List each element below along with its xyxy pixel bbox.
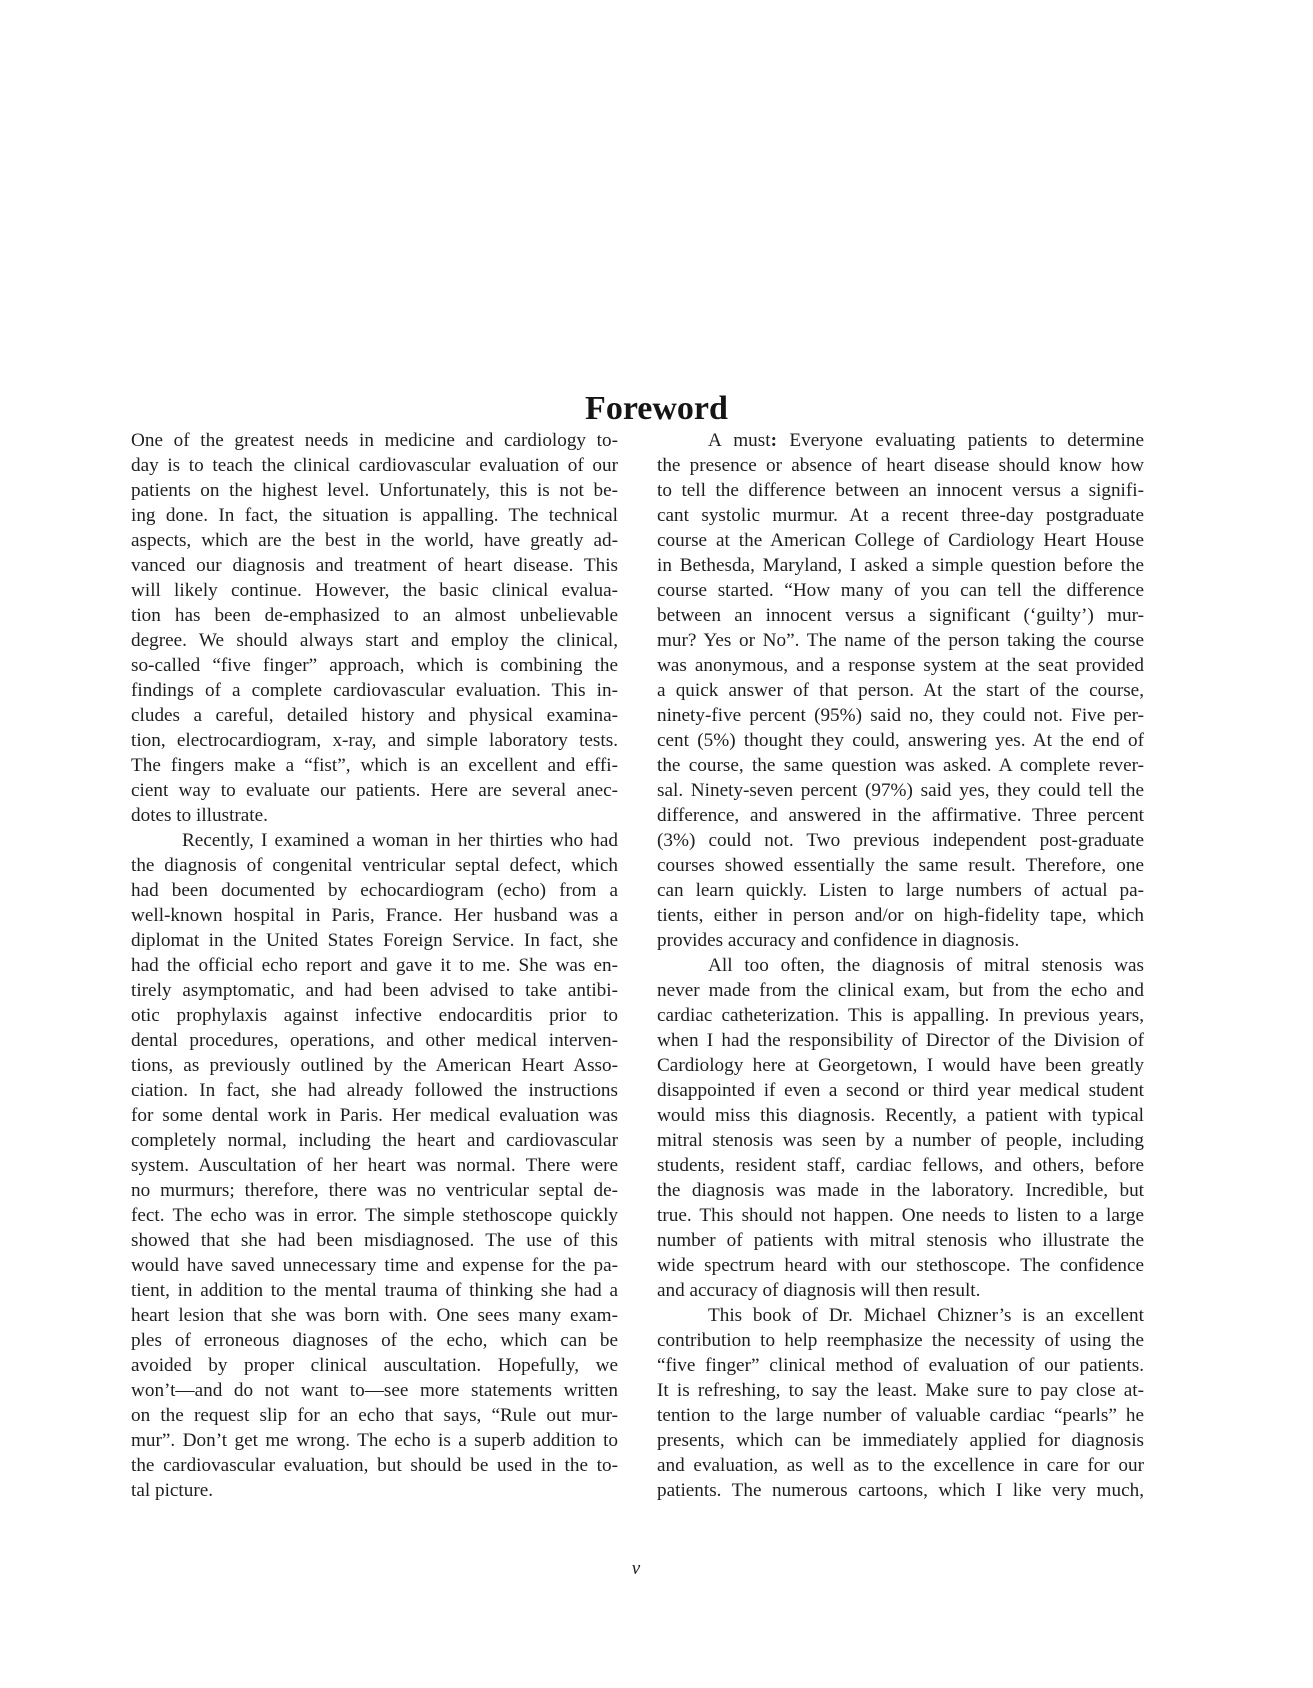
lead-phrase: A must bbox=[708, 430, 771, 451]
left-column bbox=[131, 428, 618, 1503]
text-line: day is to teach the clinical cardiovascular evaluation of our bbox=[131, 455, 618, 476]
text-line: courses showed essentially the same result. Therefore, one bbox=[657, 855, 1144, 876]
text-line: dental procedures, operations, and other medical interven- bbox=[131, 1030, 618, 1051]
page-title: Foreword bbox=[585, 389, 728, 427]
text-line: otic prophylaxis against infective endocarditis prior to bbox=[131, 1005, 618, 1026]
text-line: never made from the clinical exam, but from the echo and bbox=[657, 980, 1144, 1001]
text-line: mur”. Don’t get me wrong. The echo is a superb addition to bbox=[131, 1430, 618, 1451]
text-line: will likely continue. However, the basic clinical evalua- bbox=[131, 580, 618, 601]
text-line: ples of erroneous diagnoses of the echo, which can be bbox=[131, 1330, 618, 1351]
page-number: v bbox=[631, 1558, 641, 1579]
text-line: had been documented by echocardiogram (echo) from a bbox=[131, 880, 618, 901]
text-line: was anonymous, and a response system at the seat provided bbox=[657, 655, 1144, 676]
text-line: would have saved unnecessary time and expense for the pa- bbox=[131, 1255, 618, 1276]
text-line: course started. “How many of you can tell the difference bbox=[657, 580, 1144, 601]
text-line: heart lesion that she was born with. One sees many exam- bbox=[131, 1305, 618, 1326]
text-line: Cardiology here at Georgetown, I would have been greatly bbox=[657, 1055, 1144, 1076]
text-line: and evaluation, as well as to the excellence in care for our bbox=[657, 1455, 1144, 1476]
text-line: tal picture. bbox=[131, 1480, 214, 1501]
text-line: number of patients with mitral stenosis who illustrate the bbox=[657, 1230, 1144, 1251]
text-line: tient, in addition to the mental trauma of thinking she had a bbox=[131, 1280, 618, 1301]
text-line: patients on the highest level. Unfortunately, this is not be- bbox=[131, 480, 618, 501]
text-line: well-known hospital in Paris, France. Her husband was a bbox=[131, 905, 618, 926]
text-line: the presence or absence of heart disease should know how bbox=[657, 455, 1144, 476]
text-line: for some dental work in Paris. Her medical evaluation was bbox=[131, 1105, 618, 1126]
text-line: findings of a complete cardiovascular evaluation. This in- bbox=[131, 680, 618, 701]
text-line: It is refreshing, to say the least. Make sure to pay close at- bbox=[657, 1380, 1144, 1401]
text-line: would miss this diagnosis. Recently, a patient with typical bbox=[657, 1105, 1144, 1126]
text-line: cant systolic murmur. At a recent three-day postgraduate bbox=[657, 505, 1144, 526]
text-line: The fingers make a “fist”, which is an excellent and effi- bbox=[131, 755, 618, 776]
text-line: can learn quickly. Listen to large numbers of actual pa- bbox=[657, 880, 1144, 901]
lead-colon: : bbox=[770, 430, 777, 451]
text-line: ing done. In fact, the situation is appalling. The technical bbox=[131, 505, 618, 526]
text-line: so-called “five finger” approach, which is combining the bbox=[131, 655, 618, 676]
text-line: (3%) could not. Two previous independent post-graduate bbox=[657, 830, 1144, 851]
text-line: degree. We should always start and employ the clinical, bbox=[131, 630, 618, 651]
text-line: true. This should not happen. One needs to listen to a large bbox=[657, 1205, 1144, 1226]
text-line: the course, the same question was asked. A complete rever- bbox=[657, 755, 1144, 776]
text-line: tirely asymptomatic, and had been advised to take antibi- bbox=[131, 980, 618, 1001]
text-line: the diagnosis was made in the laboratory. Incredible, but bbox=[657, 1180, 1144, 1201]
text-line: showed that she had been misdiagnosed. The use of this bbox=[131, 1230, 618, 1251]
text-line: cludes a careful, detailed history and physical examina- bbox=[131, 705, 618, 726]
text-line: mur? Yes or No”. The name of the person taking the course bbox=[657, 630, 1144, 651]
text-line: patients. The numerous cartoons, which I like very much, bbox=[657, 1480, 1144, 1501]
text-line: Recently, I examined a woman in her thirties who had bbox=[182, 830, 618, 851]
text-line: system. Auscultation of her heart was normal. There were bbox=[131, 1155, 618, 1176]
text-line: avoided by proper clinical auscultation. Hopefully, we bbox=[131, 1355, 618, 1376]
text-line: tion, electrocardiogram, x-ray, and simple laboratory tests. bbox=[131, 730, 618, 751]
text-line: in Bethesda, Maryland, I asked a simple question before the bbox=[657, 555, 1144, 576]
text-line: a quick answer of that person. At the start of the course, bbox=[657, 680, 1144, 701]
text-line: cardiac catheterization. This is appalling. In previous years, bbox=[657, 1005, 1144, 1026]
text-line: disappointed if even a second or third year medical student bbox=[657, 1080, 1144, 1101]
text-line: dotes to illustrate. bbox=[131, 805, 268, 826]
text-line: and accuracy of diagnosis will then result. bbox=[657, 1280, 981, 1301]
text-line: tion has been de-emphasized to an almost unbelievable bbox=[131, 605, 618, 626]
text-line: diplomat in the United States Foreign Service. In fact, she bbox=[131, 930, 618, 951]
text-line: ciation. In fact, she had already followed the instructions bbox=[131, 1080, 618, 1101]
text-line: between an innocent versus a significant (‘guilty’) mur- bbox=[657, 605, 1144, 626]
lead-rest: Everyone evaluating patients to determine bbox=[776, 430, 1144, 451]
text-line: to tell the difference between an innocent versus a signifi- bbox=[657, 480, 1144, 501]
text-line: This book of Dr. Michael Chizner’s is an excellent bbox=[708, 1305, 1144, 1326]
text-line: the cardiovascular evaluation, but should be used in the to- bbox=[131, 1455, 618, 1476]
text-line: had the official echo report and gave it to me. She was en- bbox=[131, 955, 618, 976]
text-line: on the request slip for an echo that says, “Rule out mur- bbox=[131, 1405, 618, 1426]
text-line: provides accuracy and confidence in diagnosis. bbox=[657, 930, 1020, 951]
text-line: tients, either in person and/or on high-fidelity tape, which bbox=[657, 905, 1144, 926]
text-line: wide spectrum heard with our stethoscope. The confidence bbox=[657, 1255, 1144, 1276]
text-line: mitral stenosis was seen by a number of people, including bbox=[657, 1130, 1144, 1151]
text-line: won’t—and do not want to—see more statements written bbox=[131, 1380, 618, 1401]
text-line: ninety-five percent (95%) said no, they could not. Five per- bbox=[657, 705, 1144, 726]
text-line: sal. Ninety-seven percent (97%) said yes, they could tell the bbox=[657, 780, 1144, 801]
text-line: course at the American College of Cardiology Heart House bbox=[657, 530, 1144, 551]
text-line: “five finger” clinical method of evaluation of our patients. bbox=[657, 1355, 1144, 1376]
text-line: completely normal, including the heart and cardiovascular bbox=[131, 1130, 618, 1151]
text-line bbox=[657, 428, 1144, 453]
text-line: contribution to help reemphasize the necessity of using the bbox=[657, 1330, 1144, 1351]
text-line: All too often, the diagnosis of mitral stenosis was bbox=[708, 955, 1144, 976]
text-line: students, resident staff, cardiac fellows, and others, before bbox=[657, 1155, 1144, 1176]
text-line: cent (5%) thought they could, answering yes. At the end of bbox=[657, 730, 1144, 751]
right-column bbox=[657, 428, 1144, 1503]
text-line: presents, which can be immediately applied for diagnosis bbox=[657, 1430, 1144, 1451]
text-line: aspects, which are the best in the world, have greatly ad- bbox=[131, 530, 618, 551]
text-line: no murmurs; therefore, there was no ventricular septal de- bbox=[131, 1180, 618, 1201]
text-line: cient way to evaluate our patients. Here are several anec- bbox=[131, 780, 618, 801]
text-line: vanced our diagnosis and treatment of heart disease. This bbox=[131, 555, 618, 576]
text-line: tions, as previously outlined by the American Heart Asso- bbox=[131, 1055, 618, 1076]
text-line: difference, and answered in the affirmative. Three percent bbox=[657, 805, 1144, 826]
text-line: tention to the large number of valuable cardiac “pearls” he bbox=[657, 1405, 1144, 1426]
text-line: One of the greatest needs in medicine and cardiology to- bbox=[131, 430, 618, 451]
text-line: when I had the responsibility of Director of the Division of bbox=[657, 1030, 1144, 1051]
text-line: fect. The echo was in error. The simple stethoscope quickly bbox=[131, 1205, 618, 1226]
text-line: the diagnosis of congenital ventricular septal defect, which bbox=[131, 855, 618, 876]
